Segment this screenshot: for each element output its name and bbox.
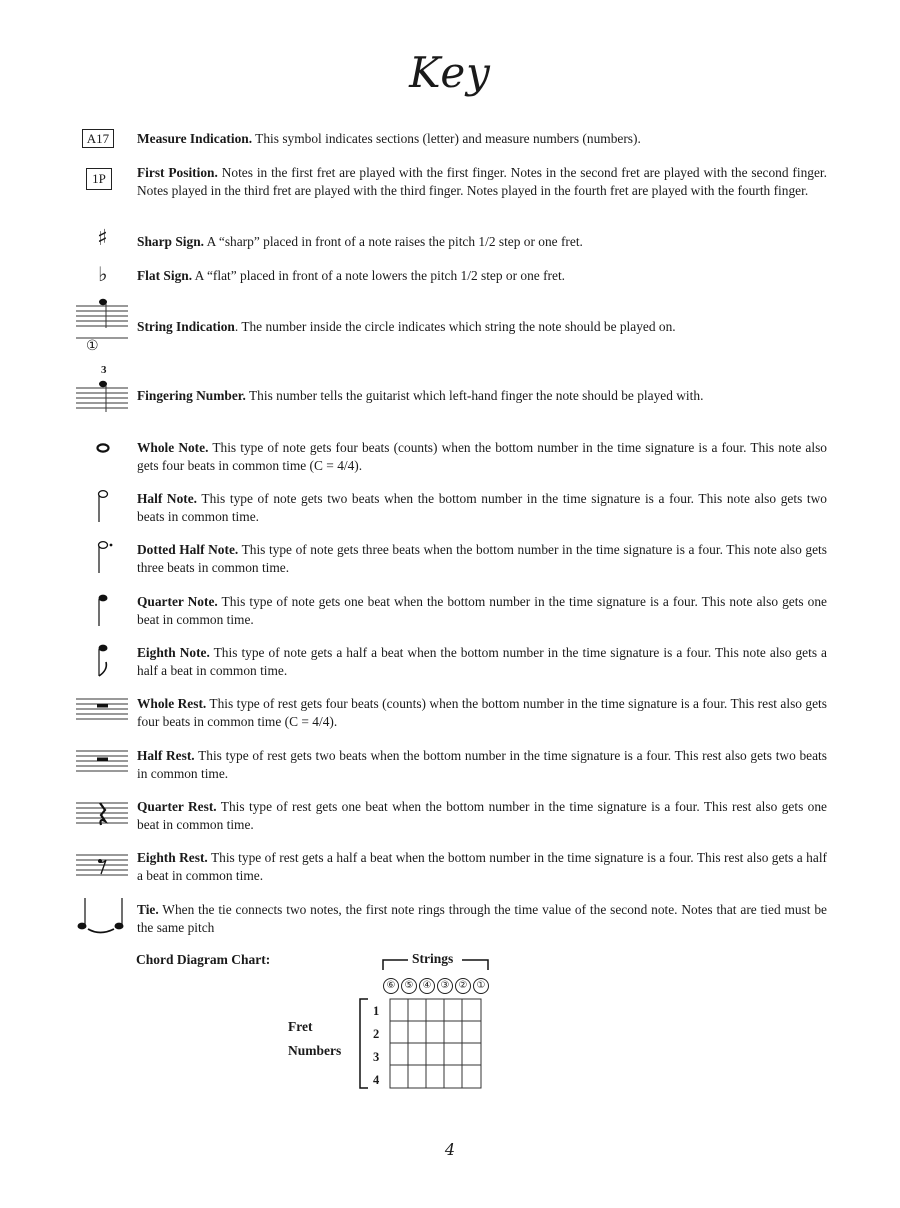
eighth-note-icon bbox=[96, 642, 114, 680]
numbers-label: Numbers bbox=[288, 1043, 342, 1058]
entry-dotted-half-note: Dotted Half Note. This type of note gets three beats when the bottom number in the time signature is a four. This note also gets three beats in common time. bbox=[137, 542, 827, 575]
page-number: 4 bbox=[444, 1140, 456, 1159]
half-rest-icon bbox=[76, 748, 128, 778]
fret-number: 3 bbox=[373, 1050, 380, 1064]
entry-string-indication: String Indication. The number inside the circle indicates which string the note should be played on. bbox=[137, 319, 676, 334]
chord-diagram-title: Chord Diagram Chart: bbox=[136, 952, 271, 967]
quarter-rest-icon bbox=[76, 800, 128, 830]
entry-tie: Tie. When the tie connects two notes, the first note rings through the time value of the second note. Notes that are tied must be the same pitch bbox=[137, 902, 827, 935]
string-number: ③ bbox=[437, 978, 453, 994]
chord-grid bbox=[389, 998, 483, 1090]
strings-label: Strings bbox=[412, 951, 454, 966]
entry-half-note: Half Note. This type of note gets two beats when the bottom number in the time signature is a four. This note also gets two beats in common time. bbox=[137, 491, 827, 524]
flat-sign-icon: ♭ bbox=[98, 262, 108, 286]
fingering-number-icon bbox=[76, 376, 128, 416]
entry-fingering-number: Fingering Number. This number tells the guitarist which left-hand finger the note should be played with. bbox=[137, 388, 704, 403]
whole-note-icon bbox=[96, 442, 112, 454]
eighth-rest-icon bbox=[76, 852, 128, 882]
fret-number: 4 bbox=[373, 1073, 380, 1087]
half-note-icon bbox=[96, 488, 112, 524]
string-number: ⑤ bbox=[401, 978, 417, 994]
entry-whole-rest: Whole Rest. This type of rest gets four beats (counts) when the bottom number in the time signature is a four. This rest also gets four beats in common time (C = 4/4). bbox=[137, 696, 827, 729]
string-number: ④ bbox=[419, 978, 435, 994]
string-number-circle: ① bbox=[86, 338, 99, 354]
entry-quarter-rest: Quarter Rest. This type of rest gets one beat when the bottom number in the time signature is a four. This rest also gets one beat in common time. bbox=[137, 799, 828, 832]
first-position-symbol: 1P bbox=[86, 168, 112, 190]
quarter-note-icon bbox=[96, 592, 112, 628]
entry-eighth-note: Eighth Note. This type of note gets a half a beat when the bottom number in the time signature is a four. This note also gets a half a beat in common time. bbox=[137, 645, 827, 678]
entry-whole-note: Whole Note. This type of note gets four beats (counts) when the bottom number in the time signature is a four. This note also gets four beats in common time (C = 4/4). bbox=[137, 440, 827, 473]
entry-sharp-sign: Sharp Sign. A “sharp” placed in front of a note raises the pitch 1/2 step or one fret. bbox=[137, 234, 583, 249]
string-number: ① bbox=[473, 978, 489, 994]
entry-eighth-rest: Eighth Rest. This type of rest gets a half a beat when the bottom number in the time signature is a four. This rest also gets a half a beat in common time. bbox=[137, 850, 827, 883]
entry-quarter-note: Quarter Note. This type of note gets one beat when the bottom number in the time signature is a four. This note also gets one beat in common time. bbox=[137, 594, 827, 627]
measure-indication-symbol: A17 bbox=[82, 129, 114, 148]
tie-icon bbox=[74, 896, 130, 934]
entry-first-position: First Position. Notes in the first fret are played with the first finger. Notes in the second fret are played with the second finger. Notes played in the third fret are played with the third finger. Notes played in the fourth fret are played with the fourth finger. bbox=[137, 165, 827, 198]
fingering-number-label: 3 bbox=[101, 364, 107, 376]
entry-half-rest: Half Rest. This type of rest gets two beats when the bottom number in the time signature is a four. This rest also gets two beats in common time. bbox=[137, 748, 827, 781]
entry-measure-indication: Measure Indication. This symbol indicates sections (letter) and measure numbers (numbers). bbox=[137, 131, 641, 146]
entry-flat-sign: Flat Sign. A “flat” placed in front of a note lowers the pitch 1/2 step or one fret. bbox=[137, 268, 566, 283]
string-indication-icon bbox=[76, 296, 128, 358]
fret-label: Fret bbox=[288, 1019, 313, 1034]
fret-number: 1 bbox=[373, 1004, 380, 1018]
dotted-half-note-icon bbox=[96, 539, 118, 575]
string-number: ② bbox=[455, 978, 471, 994]
fret-bracket bbox=[358, 998, 370, 1090]
whole-rest-icon bbox=[76, 696, 128, 726]
sharp-sign-icon: ♯ bbox=[97, 226, 108, 251]
page-title: Key bbox=[409, 48, 491, 97]
string-number: ⑥ bbox=[383, 978, 399, 994]
fret-number: 2 bbox=[373, 1027, 380, 1041]
